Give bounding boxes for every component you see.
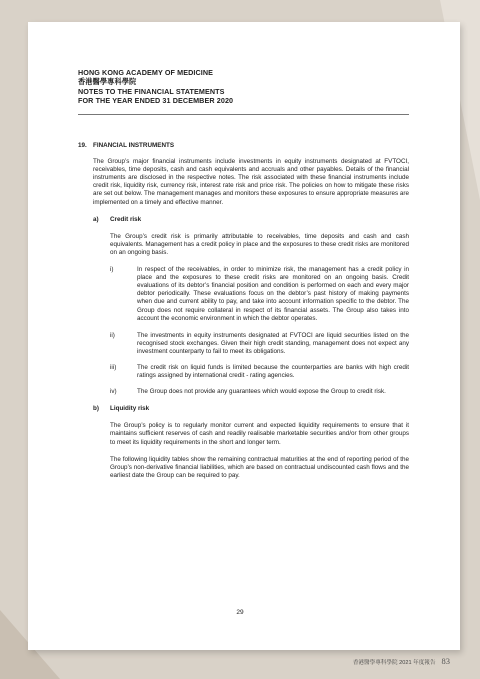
list-item-marker: ii) <box>110 331 115 339</box>
footer-page-number: 83 <box>441 656 450 666</box>
footer-title: 香港醫學專科學院 2021 年度報告 <box>352 660 436 666</box>
subsection-title: Credit risk <box>110 215 142 223</box>
list-item-text: The credit risk on liquid funds is limited because the counterparties are banks with high credit ratings assigned by international credit - rating agencies. <box>137 363 409 380</box>
statement-period: FOR THE YEAR ENDED 31 DECEMBER 2020 <box>78 96 234 106</box>
list-item-marker: iii) <box>110 363 117 371</box>
report-footer <box>353 656 450 666</box>
subsection-letter: a) <box>93 215 99 223</box>
liquidity-risk-paragraph: The following liquidity tables show the remaining contractual maturities at the end of reporting period of the Group’s non-derivative financial liabilities, which are based on contractual undiscounted cash flows and the earliest date the Group can be required to pay. <box>110 455 409 479</box>
list-item <box>110 266 409 323</box>
list-item-text: The Group does not provide any guarantees which would expose the Group to credit risk. <box>137 388 386 396</box>
list-item <box>110 332 409 356</box>
subsection-letter: b) <box>93 405 99 413</box>
subsection-title: Liquidity risk <box>110 405 150 413</box>
section-number: 19. <box>78 142 87 149</box>
list-item <box>110 364 409 380</box>
list-item-text: In respect of the receivables, in order to minimize risk, the management has a credit policy in place and the exposures to these credit risks are monitored on an ongoing basis. Credit evaluations of its debtor’s financial position and condition is performed on each and every major debtor periodically. These evaluations focus on the debtor’s past history of making payments when due and current ability to pay, and take into account information specific to the debtor. The Group does not require collateral in respect of its financial assets. The Group also takes into account the economic environment in which the debtor operates. <box>137 266 409 322</box>
list-item <box>110 388 409 396</box>
liquidity-risk-paragraph: The Group’s policy is to regularly monitor current and expected liquidity requirements to ensure that it maintains sufficient reserves of cash and readily realisable marketable securities and/or from other groups to meet its liquidity requirements in the short and longer term. <box>110 422 409 446</box>
section-heading <box>78 142 409 150</box>
list-item-marker: i) <box>110 266 114 274</box>
subsection-heading-credit-risk <box>78 216 409 224</box>
header-divider <box>78 114 409 115</box>
subsection-heading-liquidity-risk <box>78 405 409 413</box>
list-item-marker: iv) <box>110 388 117 396</box>
page-number: 29 <box>236 609 244 616</box>
section-intro: The Group’s major financial instruments include investments in equity instruments designated at FVTOCI, receivables, time deposits, cash and cash equivalents and accruals and other payables. Details of the financial instruments are disclosed in the respective notes. The risk associated with these financial instruments include credit risk, liquidity risk, currency risk, interest rate risk and price risk. The policies on how to mitigate these risks are set out below. The management manages and monitors these exposures to ensure appropriate measures are implemented on a timely and effective manner. <box>93 158 409 206</box>
section-title: FINANCIAL INSTRUMENTS <box>93 142 175 149</box>
statement-title: NOTES TO THE FINANCIAL STATEMENTS <box>78 86 225 96</box>
list-item-text: The investments in equity instruments designated at FVTOCI are liquid securities listed on the recognised stock exchanges. Given their high credit standing, management does not expect any investment counterparty to fail to meet its obligations. <box>137 331 409 355</box>
document-header <box>78 68 233 106</box>
organization-name: HONG KONG ACADEMY OF MEDICINE <box>78 68 214 77</box>
organization-name-chinese: 香港醫學專科學院 <box>78 77 137 87</box>
credit-risk-body: The Group’s credit risk is primarily attributable to receivables, time deposits and cash and cash equivalents. Management has a credit policy in place and the exposures to these credit risks are monitored on an ongoing basis. <box>110 232 409 256</box>
notes-content <box>78 142 409 480</box>
